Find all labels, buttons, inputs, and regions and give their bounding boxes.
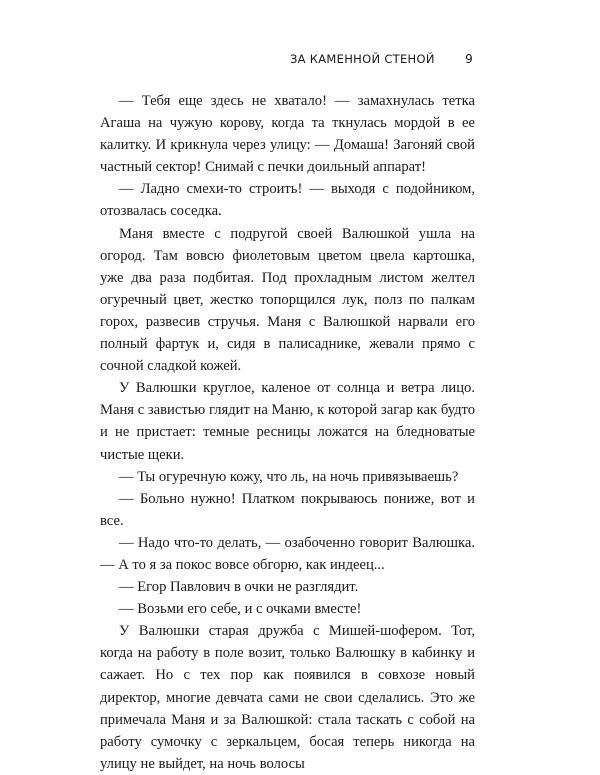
paragraph: — Больно нужно! Платком покрываюсь пониже, вот и все.	[100, 490, 475, 529]
paragraph: У Валюшки старая дружба с Мишей-шофером. Тот, когда на работу в поле возит, только Валюшку в кабинку и сажает. Но с тех пор как появился в совхозе новый директор, многие девчата сами не свои сделались. Это же примечала Маня и за Валюшкой: стала таскать с собой на работу сумочку с зеркальцем, босая теперь никогда на улицу не выйдет, на ночь волосы	[100, 623, 475, 772]
paragraph: Маня вместе с подругой своей Валюшкой ушла на огород. Там вовсю фиолетовым цветом цвела картошка, уже два раза подбитая. Под прохладным листом желтел огуречный цвет, жестко топорщился лук, полз по палкам горох, развесив стручья. Маня с Валюшкой нарвали его полный фартук и, сидя в палисаднике, жевали прямо с сочной сладкой кожей.	[100, 225, 475, 375]
paragraph: — Ты огуречную кожу, что ль, на ночь привязываешь?	[119, 468, 459, 485]
paragraph: — Тебя еще здесь не хватало! — замахнулась тетка Агаша на чужую корову, когда та ткнулась мордой в ее калитку. И крикнула через улицу: — Домаша! Загоняй свой частный сектор! Снимай с печки доильный аппарат!	[100, 93, 475, 176]
running-head	[290, 52, 473, 66]
running-head-title: ЗА КАМЕННОЙ СТЕНОЙ	[290, 52, 435, 66]
paragraph: — Надо что-то делать, — озабоченно говорит Валюшка. — А то я за покос вовсе обгорю, как индеец...	[100, 534, 475, 573]
paragraph: У Валюшки круглое, каленое от солнца и ветра лицо. Маня с завистью глядит на Маню, к которой загар как будто и не пристает: темные ресницы ложатся на бледноватые чистые щеки.	[100, 380, 475, 463]
page-number: 9	[465, 52, 473, 66]
paragraph: — Возьми его себе, и с очками вместе!	[119, 601, 362, 618]
paragraph: — Ладно смехи-то строить! — выходя с подойником, отозвалась соседка.	[100, 181, 475, 220]
body-text	[100, 90, 475, 775]
paragraph: — Егор Павлович в очки не разглядит.	[119, 579, 359, 596]
